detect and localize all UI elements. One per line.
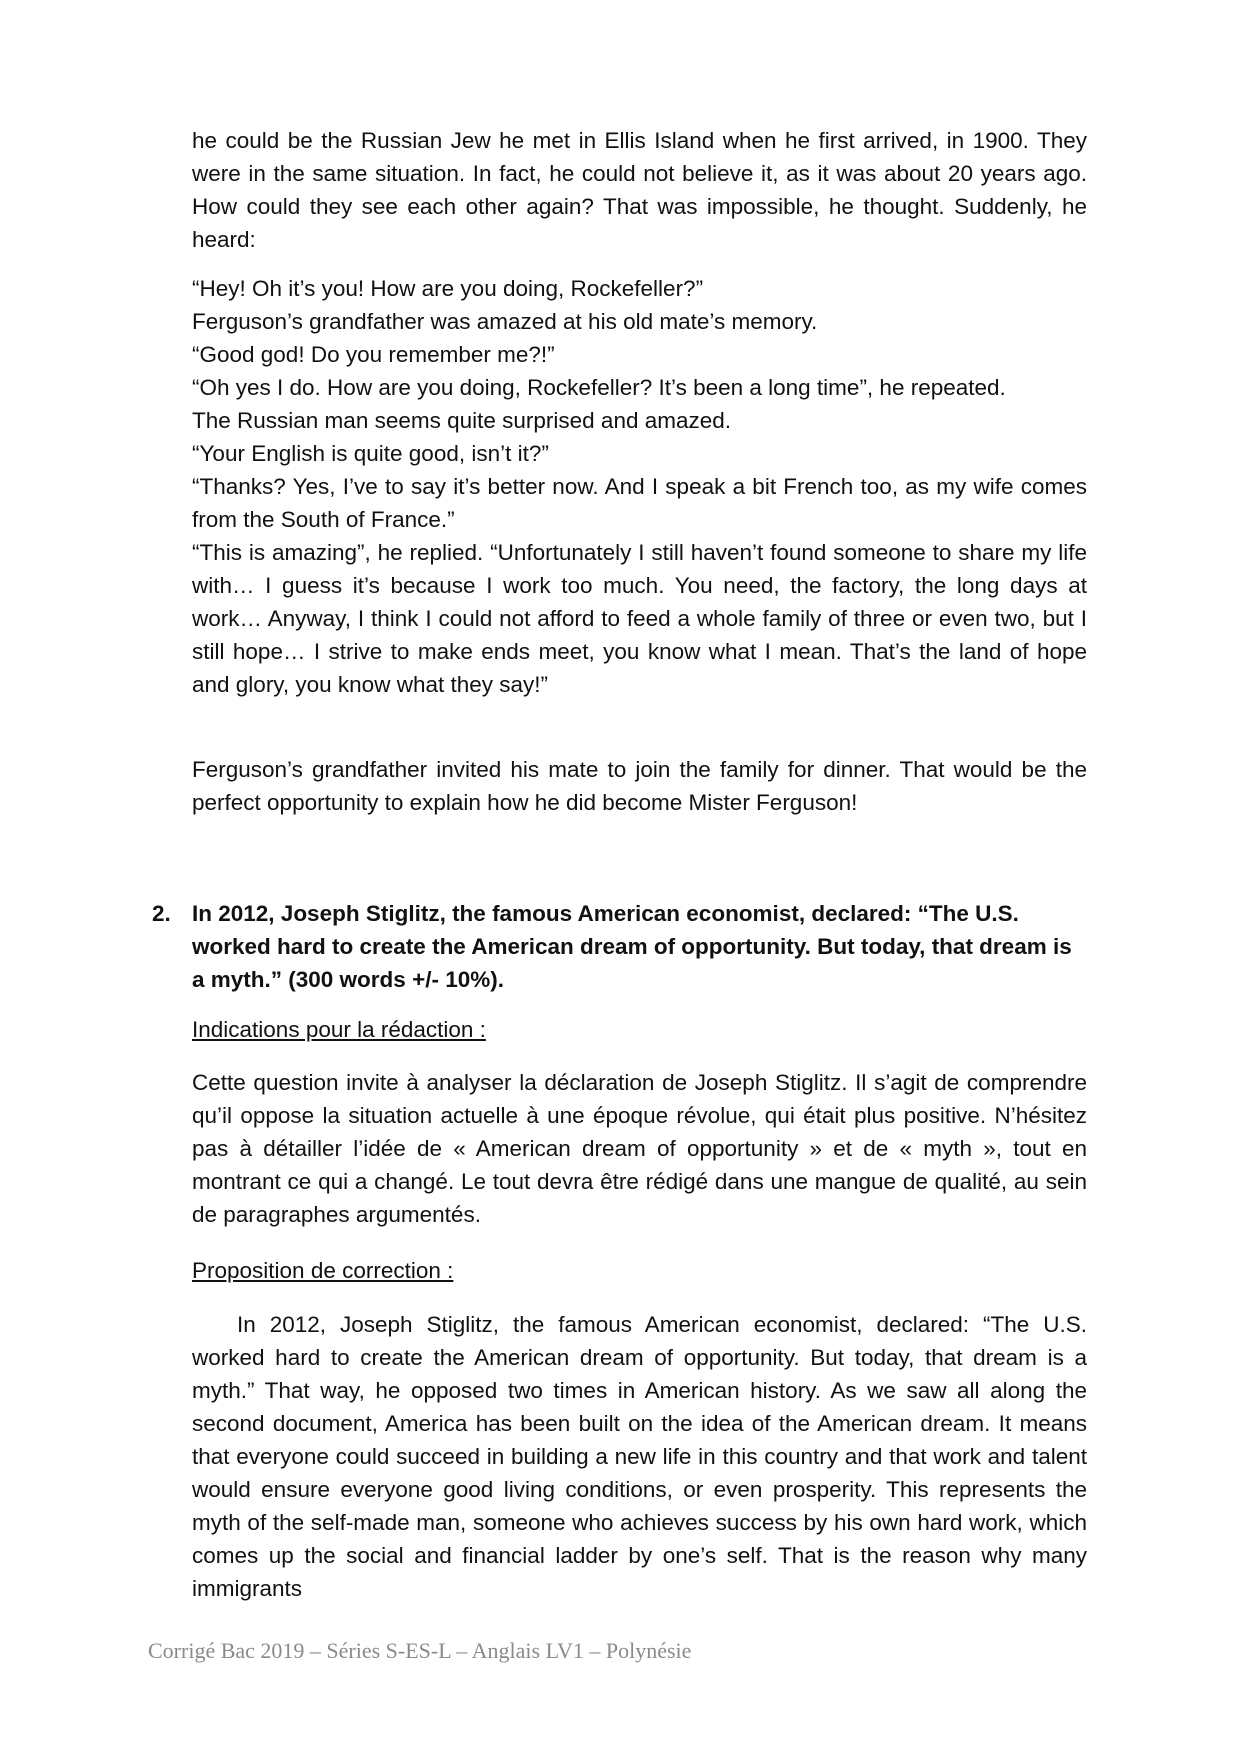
dialogue-line: “Oh yes I do. How are you doing, Rockefeller? It’s been a long time”, he repeated. (192, 375, 1006, 400)
story-intro-paragraph: he could be the Russian Jew he met in Ellis Island when he first arrived, in 1900. They were in the same situation. In fact, he could not believe it, as it was about 20 years ago. How could they see each other again? That was impossible, he thought. Suddenly, he heard: (192, 128, 1087, 252)
correction-heading: Proposition de correction : (192, 1258, 454, 1283)
dialogue-line: Ferguson’s grandfather was amazed at his old mate’s memory. (192, 309, 818, 334)
dialogue-line: “This is amazing”, he replied. “Unfortunately I still haven’t found someone to share my life with… I guess it’s because I work too much. You need, the factory, the long days at work… Anyway, I think I could not afford to feed a whole family of three or even two, but I still hope… I strive to make ends meet, you know what I mean. That’s the land of hope and glory, you know what they say!” (192, 540, 1087, 697)
question-text: In 2012, Joseph Stiglitz, the famous American economist, declared: “The U.S. worked hard to create the American dream of opportunity. But today, that dream is a myth.” (300 words +/- 10%). (192, 901, 1072, 992)
indications-paragraph: Cette question invite à analyser la déclaration de Joseph Stiglitz. Il s’agit de comprendre qu’il oppose la situation actuelle à une époque révolue, qui était plus positive. N’hésitez pas à détailler l’idée de « American dream of opportunity » et de « myth », tout en montrant ce qui a changé. Le tout devra être rédigé dans une mangue de qualité, au sein de paragraphes argumentés. (192, 1070, 1087, 1227)
dialogue-line: “Thanks? Yes, I’ve to say it’s better now. And I speak a bit French too, as my wife comes from the South of France.” (192, 474, 1087, 532)
indications-heading: Indications pour la rédaction : (192, 1017, 486, 1042)
dialogue-line: “Your English is quite good, isn’t it?” (192, 441, 549, 466)
story-dialogue (192, 272, 1087, 701)
dialogue-line: “Good god! Do you remember me?!” (192, 342, 555, 367)
dialogue-line: “Hey! Oh it’s you! How are you doing, Rockefeller?” (192, 276, 704, 301)
page-footer: Corrigé Bac 2019 – Séries S-ES-L – Anglais LV1 – Polynésie (148, 1638, 692, 1663)
correction-paragraph: In 2012, Joseph Stiglitz, the famous American economist, declared: “The U.S. worked hard to create the American dream of opportunity. But today, that dream is a myth.” That way, he opposed two times in American history. As we saw all along the second document, America has been built on the idea of the American dream. It means that everyone could succeed in building a new life in this country and that work and talent would ensure everyone good living conditions, or even prosperity. This represents the myth of the self-made man, someone who achieves success by his own hard work, which comes up the social and financial ladder by one’s self. That is the reason why many immigrants (192, 1312, 1087, 1601)
question-number: 2. (152, 901, 171, 926)
story-closing-paragraph: Ferguson’s grandfather invited his mate to join the family for dinner. That would be the perfect opportunity to explain how he did become Mister Ferguson! (192, 757, 1087, 815)
dialogue-line: The Russian man seems quite surprised and amazed. (192, 408, 732, 433)
